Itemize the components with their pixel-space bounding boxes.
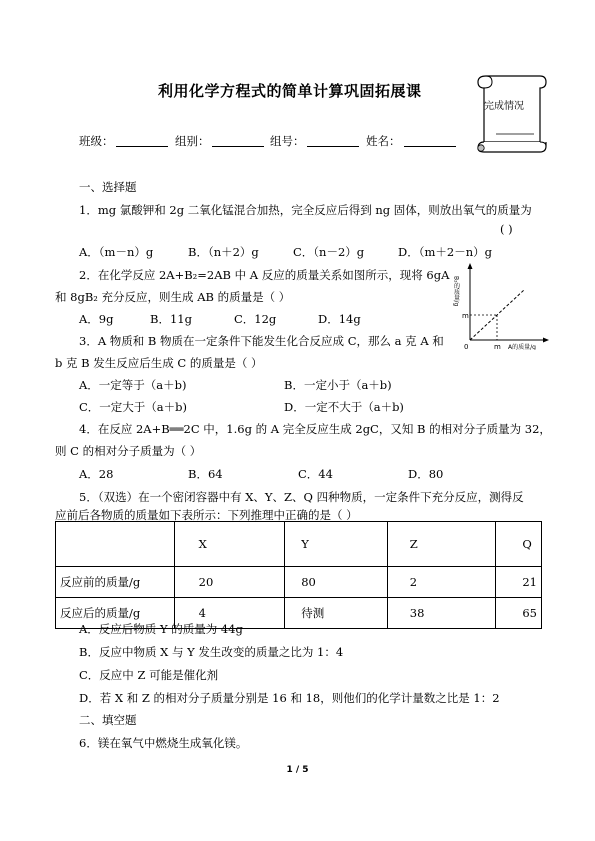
class-label: 班级： [79, 134, 114, 148]
question-text: 应前后各物质的质量如下表所示：下列推理中正确的是（ ） [55, 508, 358, 522]
question-text: 6．镁在氧气中燃烧生成氧化镁。 [79, 736, 248, 750]
question-text: b 克 B 发生反应后生成 C 的质量是（ ） [55, 356, 263, 370]
table-header-cell: Z [387, 522, 496, 567]
group-field[interactable] [212, 134, 264, 147]
table-cell: 2 [387, 567, 496, 598]
group-number-field[interactable] [307, 134, 359, 147]
group-label: 组别： [175, 134, 210, 148]
page-number: 1 / 5 [286, 765, 309, 775]
option-c: C．（n－2）g [293, 245, 365, 259]
mass-table [55, 521, 542, 629]
question-text: 1．mg 氯酸钾和 2g 二氧化锰混合加热，完全反应后得到 ng 固体，则放出氧气的质量为 [79, 203, 532, 217]
completion-label: 完成情况 [484, 101, 524, 112]
question-text: 5．（双选）在一个密闭容器中有 X、Y、Z、Q 四种物质，一定条件下充分反应，测得反 [79, 490, 524, 504]
y-tick: m [462, 312, 469, 320]
x-axis-arrow-icon [543, 338, 549, 343]
table-cell: 反应前的质量/g [56, 567, 175, 598]
class-field[interactable] [116, 134, 168, 147]
option-a: A．28 [79, 467, 114, 481]
option-b: B．反应中物质 X 与 Y 发生改变的质量之比为 1：4 [79, 645, 344, 659]
table-header-cell: X [174, 522, 285, 567]
option-b: B．11g [150, 312, 192, 326]
table-cell: 38 [387, 598, 496, 629]
table-cell: 4 [174, 598, 285, 629]
option-b: B．64 [188, 467, 223, 481]
option-a: A．9g [79, 312, 114, 326]
section-heading: 一、选择题 [79, 180, 137, 194]
origin-label: 0 [464, 343, 469, 350]
question-text: 4．在反应 2A+B══2C 中，1.6g 的 A 完全反应生成 2gC，又知 B 的相对分子质量为 32， [79, 422, 551, 436]
x-axis-label: A的质量/g [508, 344, 536, 350]
question-text: 3．A 物质和 B 物质在一定条件下能发生化合反应成 C，那么 a 克 A 和 [79, 334, 444, 348]
option-d: D．14g [318, 312, 361, 326]
option-a: A．反应后物质 Y 的质量为 44g [79, 622, 243, 636]
question-text: 则 C 的相对分子质量为（ ） [55, 444, 202, 458]
table-cell: 待测 [285, 598, 388, 629]
table-header-cell: Y [285, 522, 388, 567]
table-header-cell: Q [496, 522, 542, 567]
option-c: C．反应中 Z 可能是催化剂 [79, 668, 219, 682]
y-axis-arrow-icon [468, 263, 473, 269]
page-title: 利用化学方程式的简单计算巩固拓展课 [158, 82, 422, 100]
option-b: B．（n＋2）g [188, 245, 259, 259]
table-cell: 80 [285, 567, 388, 598]
table-cell: 20 [174, 567, 285, 598]
question-text: 2．在化学反应 2A+B₂=2AB 中 A 反应的质量关系如图所示，现将 6gA [79, 268, 450, 282]
option-a: A．（m－n）g [79, 245, 154, 259]
x-tick: m [494, 343, 501, 350]
option-d: D．80 [408, 467, 444, 481]
option-a: A．一定等于（a＋b) [79, 378, 187, 392]
option-d: D．（m＋2－n）g [398, 245, 492, 259]
table-cell: 65 [496, 598, 542, 629]
answer-paren: ( ) [500, 222, 513, 236]
mass-relation-graph [452, 260, 552, 350]
option-c: C．44 [298, 467, 333, 481]
table-cell: 21 [496, 567, 542, 598]
option-d: D．一定不大于（a＋b) [284, 400, 404, 414]
table-header-cell [56, 522, 175, 567]
table-header-row [56, 522, 542, 567]
option-b: B．一定小于（a＋b) [284, 378, 392, 392]
table-row [56, 567, 542, 598]
table-cell: 反应后的质量/g [56, 598, 175, 629]
option-c: C．12g [234, 312, 277, 326]
option-d: D．若 X 和 Z 的相对分子质量分别是 16 和 18，则他们的化学计量数之比是 1：2 [79, 691, 500, 705]
name-label: 姓名： [366, 134, 401, 148]
group-number-label: 组号： [270, 134, 305, 148]
option-c: C．一定大于（a＋b) [79, 400, 188, 414]
section-heading: 二、填空题 [79, 713, 137, 727]
question-text: 和 8gB₂ 充分反应，则生成 AB 的质量是（ ） [55, 290, 291, 304]
y-axis-label: B₂的质量/g [452, 276, 460, 307]
name-field[interactable] [404, 134, 456, 147]
